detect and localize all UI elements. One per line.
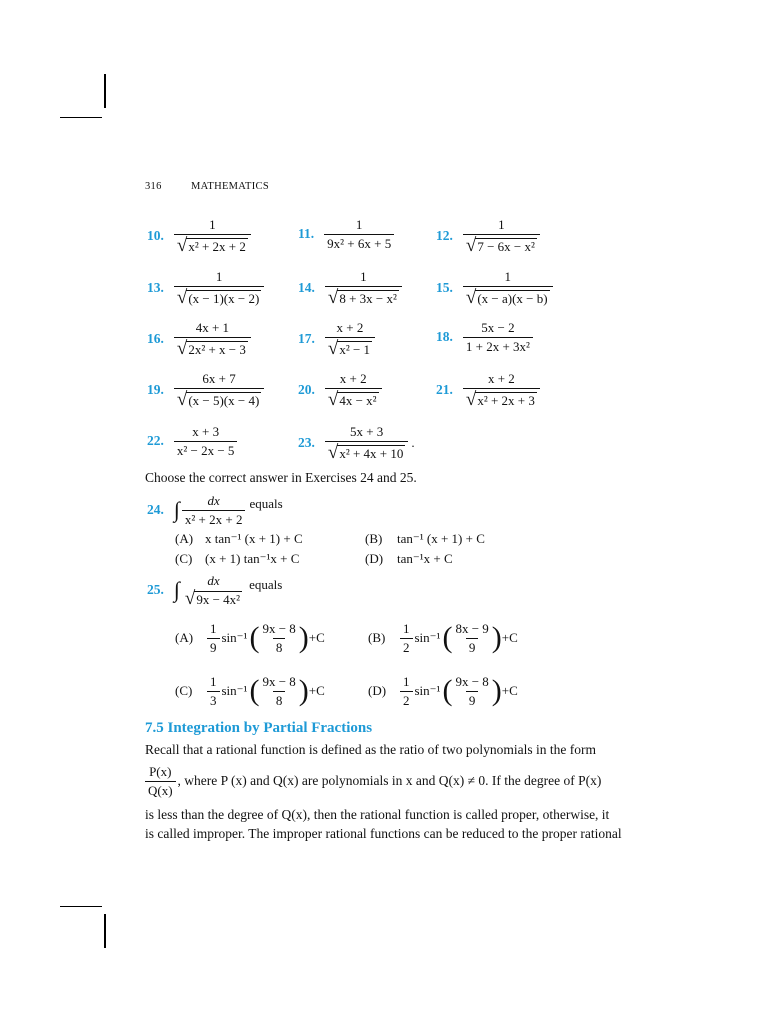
exercise-number: 16.	[147, 330, 164, 346]
right-paren-icon: )	[298, 674, 309, 708]
function-name: sin⁻¹	[414, 630, 441, 646]
radical	[327, 441, 406, 463]
radical-icon: √	[327, 337, 339, 359]
q25-numerator: dx	[207, 573, 220, 588]
radical-icon: √	[176, 337, 188, 359]
exercise-denominator: 1 + 2x + 3x²	[463, 337, 533, 354]
page-number: 316	[145, 181, 162, 192]
exercise-denominator-wrap	[463, 234, 540, 254]
exercise-12	[436, 218, 540, 254]
coefficient	[207, 622, 220, 654]
right-paren-icon: )	[491, 621, 502, 655]
right-paren-icon: )	[298, 621, 309, 655]
exercise-denominator: 2x² + x − 3	[188, 342, 246, 358]
coef-denominator: 2	[400, 638, 413, 655]
argument	[452, 675, 491, 707]
option-text: (x + 1) tan⁻¹x + C	[205, 551, 300, 566]
exercise-denominator: 4x − x²	[339, 393, 377, 409]
radical	[176, 337, 248, 359]
option-text: tan⁻¹ (x + 1) + C	[397, 531, 485, 546]
q24-option-b	[365, 531, 485, 547]
exercise-number: 14.	[298, 279, 315, 295]
exercise-number: 17.	[298, 330, 315, 346]
question-24-number: 24.	[147, 502, 164, 518]
question-24-fraction	[182, 494, 246, 526]
q25-option-a	[175, 622, 325, 654]
q24-equals: equals	[249, 496, 283, 512]
exercise-numerator: x + 2	[336, 320, 364, 335]
coef-denominator: 2	[400, 691, 413, 708]
crop-mark-top-vertical	[104, 74, 106, 108]
radical-icon: √	[465, 234, 477, 256]
exercise-denominator-wrap	[174, 337, 251, 357]
arg-numerator: 9x − 8	[262, 621, 296, 636]
coef-numerator: 1	[210, 674, 217, 689]
crop-mark-bottom-horizontal	[60, 906, 102, 907]
radical	[176, 234, 248, 256]
exercise-fraction	[324, 218, 394, 250]
exercise-number: 13.	[147, 279, 164, 295]
q25-equals: equals	[249, 577, 283, 593]
radical	[327, 286, 399, 308]
option-label: (C)	[175, 551, 193, 566]
exercise-denominator-wrap	[174, 388, 264, 408]
option-label: (B)	[365, 531, 383, 546]
function-name: sin⁻¹	[221, 630, 248, 646]
option-tail: +C	[501, 630, 518, 646]
radical-icon: √	[327, 286, 339, 308]
exercise-numerator: x + 3	[192, 424, 220, 439]
exercise-numerator: 1	[498, 217, 505, 232]
radical	[176, 286, 261, 308]
question-25-fraction	[182, 574, 245, 607]
q24-option-a	[175, 531, 303, 547]
exercise-23	[298, 425, 415, 461]
crop-mark-top-horizontal	[60, 117, 102, 118]
arg-numerator: 9x − 8	[262, 674, 296, 689]
option-text: tan⁻¹x + C	[397, 551, 453, 566]
exercise-denominator: x² + 4x + 10	[339, 446, 404, 462]
left-paren-icon: (	[249, 674, 260, 708]
left-paren-icon: (	[249, 621, 260, 655]
section-heading: 7.5 Integration by Partial Fractions	[145, 720, 373, 736]
coefficient	[207, 675, 220, 707]
radical-icon: √	[184, 587, 196, 609]
paragraph-line-4: is called improper. The improper rational functions can be reduced to the proper rational	[145, 826, 622, 841]
exercise-number: 19.	[147, 381, 164, 397]
exercise-14	[298, 270, 402, 306]
coef-numerator: 1	[210, 621, 217, 636]
exercise-fraction	[174, 218, 251, 254]
exercise-numerator: x + 2	[487, 371, 515, 386]
exercise-denominator: x² − 2x − 5	[174, 441, 238, 458]
exercise-fraction	[325, 321, 375, 357]
option-tail: +C	[501, 683, 518, 699]
exercise-denominator-wrap	[174, 286, 264, 306]
exercise-fraction	[463, 270, 553, 306]
running-header: MATHEMATICS	[191, 181, 269, 192]
coef-numerator: 1	[403, 674, 410, 689]
exercise-number: 12.	[436, 227, 453, 243]
pq-denominator: Q(x)	[145, 781, 176, 798]
exercise-denominator-wrap	[174, 234, 251, 254]
exercise-fraction	[325, 425, 409, 461]
exercise-fraction	[325, 270, 402, 306]
question-24	[147, 494, 283, 526]
paragraph-line-1: Recall that a rational function is defined as the ratio of two polynomials in the form	[145, 742, 597, 757]
exercise-denominator: (x − 1)(x − 2)	[188, 291, 260, 307]
left-paren-icon: (	[442, 621, 453, 655]
exercise-number: 18.	[436, 329, 453, 345]
exercise-number: 21.	[436, 381, 453, 397]
arg-denominator: 8	[273, 691, 286, 708]
exercise-numerator: 1	[360, 269, 367, 284]
radical	[465, 234, 537, 256]
exercise-17	[298, 321, 375, 357]
coefficient	[400, 622, 413, 654]
arg-numerator: 9x − 8	[455, 674, 489, 689]
exercise-fraction	[174, 270, 264, 306]
exercise-13	[147, 270, 264, 306]
left-paren-icon: (	[442, 674, 453, 708]
option-label: (D)	[365, 551, 384, 566]
q24-option-d	[365, 551, 453, 567]
pq-numerator: P(x)	[149, 764, 172, 779]
arg-denominator: 9	[466, 638, 479, 655]
exercise-denominator: 9x² + 6x + 5	[324, 234, 394, 251]
paragraph-line-2	[145, 765, 627, 797]
exercise-denominator: x² + 2x + 3	[477, 393, 535, 409]
q25-option-d	[368, 675, 518, 707]
exercise-denominator: 8 + 3x − x²	[339, 291, 397, 307]
pq-fraction	[145, 765, 176, 797]
exercise-denominator: x² + 2x + 2	[188, 239, 246, 255]
question-25	[147, 574, 282, 607]
exercise-10	[147, 218, 251, 254]
exercise-numerator: 1	[215, 269, 223, 284]
crop-mark-bottom-vertical	[104, 914, 106, 948]
q25-option-c	[175, 675, 325, 707]
q24-numerator: dx	[207, 493, 220, 508]
question-25-number: 25.	[147, 582, 164, 598]
exercise-denominator-wrap	[325, 388, 382, 408]
exercise-16	[147, 321, 251, 357]
argument	[259, 675, 298, 707]
option-label: (D)	[368, 683, 387, 699]
coef-denominator: 9	[207, 638, 220, 655]
right-paren-icon: )	[491, 674, 502, 708]
q25-option-b	[368, 622, 518, 654]
q24-denominator: x² + 2x + 2	[182, 510, 246, 527]
option-label: (B)	[368, 630, 386, 646]
exercise-fraction	[174, 372, 264, 408]
exercise-denominator: 7 − 6x − x²	[477, 239, 535, 255]
exercise-denominator-wrap	[325, 337, 375, 357]
exercise-numerator: 5x + 3	[349, 424, 384, 439]
exercise-number: 15.	[436, 279, 453, 295]
exercise-numerator: 5x − 2	[481, 320, 515, 335]
exercise-15	[436, 270, 553, 306]
exercise-numerator: x + 2	[339, 371, 367, 386]
arg-numerator: 8x − 9	[455, 621, 489, 636]
arg-denominator: 8	[273, 638, 286, 655]
function-name: sin⁻¹	[414, 683, 441, 699]
argument	[259, 622, 298, 654]
q25-denominator: 9x − 4x²	[196, 592, 241, 608]
exercise-denominator-wrap	[325, 286, 402, 306]
exercise-numerator: 1	[355, 217, 363, 232]
option-tail: +C	[308, 630, 325, 646]
radical-icon: √	[176, 286, 188, 308]
arg-denominator: 9	[466, 691, 479, 708]
radical	[465, 388, 537, 410]
option-label: (A)	[175, 630, 194, 646]
exercise-denominator: (x − a)(x − b)	[477, 291, 548, 307]
coef-denominator: 3	[207, 691, 220, 708]
radical-icon: √	[176, 234, 188, 256]
exercise-fraction	[463, 321, 533, 353]
option-tail: +C	[308, 683, 325, 699]
exercise-numerator: 6x + 7	[202, 371, 236, 386]
q24-option-c	[175, 551, 299, 567]
integral-sign: ∫	[173, 577, 180, 603]
radical	[327, 388, 379, 410]
exercise-numerator: 1	[504, 269, 511, 284]
radical-icon: √	[327, 388, 339, 410]
exercise-19	[147, 372, 264, 408]
radical-icon: √	[465, 286, 477, 308]
paragraph-line-3: is less than the degree of Q(x), then the rational function is called proper, otherwise, it	[145, 807, 610, 822]
coef-numerator: 1	[403, 621, 410, 636]
exercise-fraction	[174, 425, 238, 457]
exercise-denominator-wrap	[325, 441, 409, 461]
instruction-text: Choose the correct answer in Exercises 24 and 25.	[145, 470, 417, 485]
exercise-denominator-wrap	[463, 388, 540, 408]
option-label: (A)	[175, 531, 194, 546]
exercise-denominator: (x − 5)(x − 4)	[188, 393, 260, 409]
exercise-suffix: .	[411, 434, 415, 450]
exercise-fraction	[463, 372, 540, 408]
exercise-11	[298, 218, 394, 250]
exercise-number: 22.	[147, 433, 164, 449]
radical-icon: √	[176, 388, 188, 410]
exercise-22	[147, 425, 237, 457]
function-name: sin⁻¹	[221, 683, 248, 699]
exercise-number: 10.	[147, 227, 164, 243]
exercise-fraction	[325, 372, 382, 408]
radical-icon: √	[465, 388, 477, 410]
exercise-denominator-wrap	[463, 286, 553, 306]
paragraph-line-2-text: , where P (x) and Q(x) are polynomials in x and Q(x) ≠ 0. If the degree of P(x)	[177, 773, 602, 789]
integral-sign: ∫	[173, 497, 180, 523]
radical	[465, 286, 550, 308]
exercise-number: 20.	[298, 381, 315, 397]
exercise-number: 23.	[298, 434, 315, 450]
radical	[176, 388, 261, 410]
exercise-numerator: 4x + 1	[195, 320, 230, 335]
exercise-number: 11.	[298, 226, 315, 242]
exercise-denominator: x² − 1	[339, 342, 371, 358]
exercise-21	[436, 372, 540, 408]
exercise-20	[298, 372, 382, 408]
radical	[327, 337, 372, 359]
coefficient	[400, 675, 413, 707]
exercise-numerator: 1	[209, 217, 216, 232]
option-text: x tan⁻¹ (x + 1) + C	[205, 531, 303, 546]
option-label: (C)	[175, 683, 193, 699]
exercise-18	[436, 321, 533, 353]
exercise-fraction	[463, 218, 540, 254]
exercise-fraction	[174, 321, 251, 357]
radical-icon: √	[327, 441, 339, 463]
argument	[452, 622, 491, 654]
